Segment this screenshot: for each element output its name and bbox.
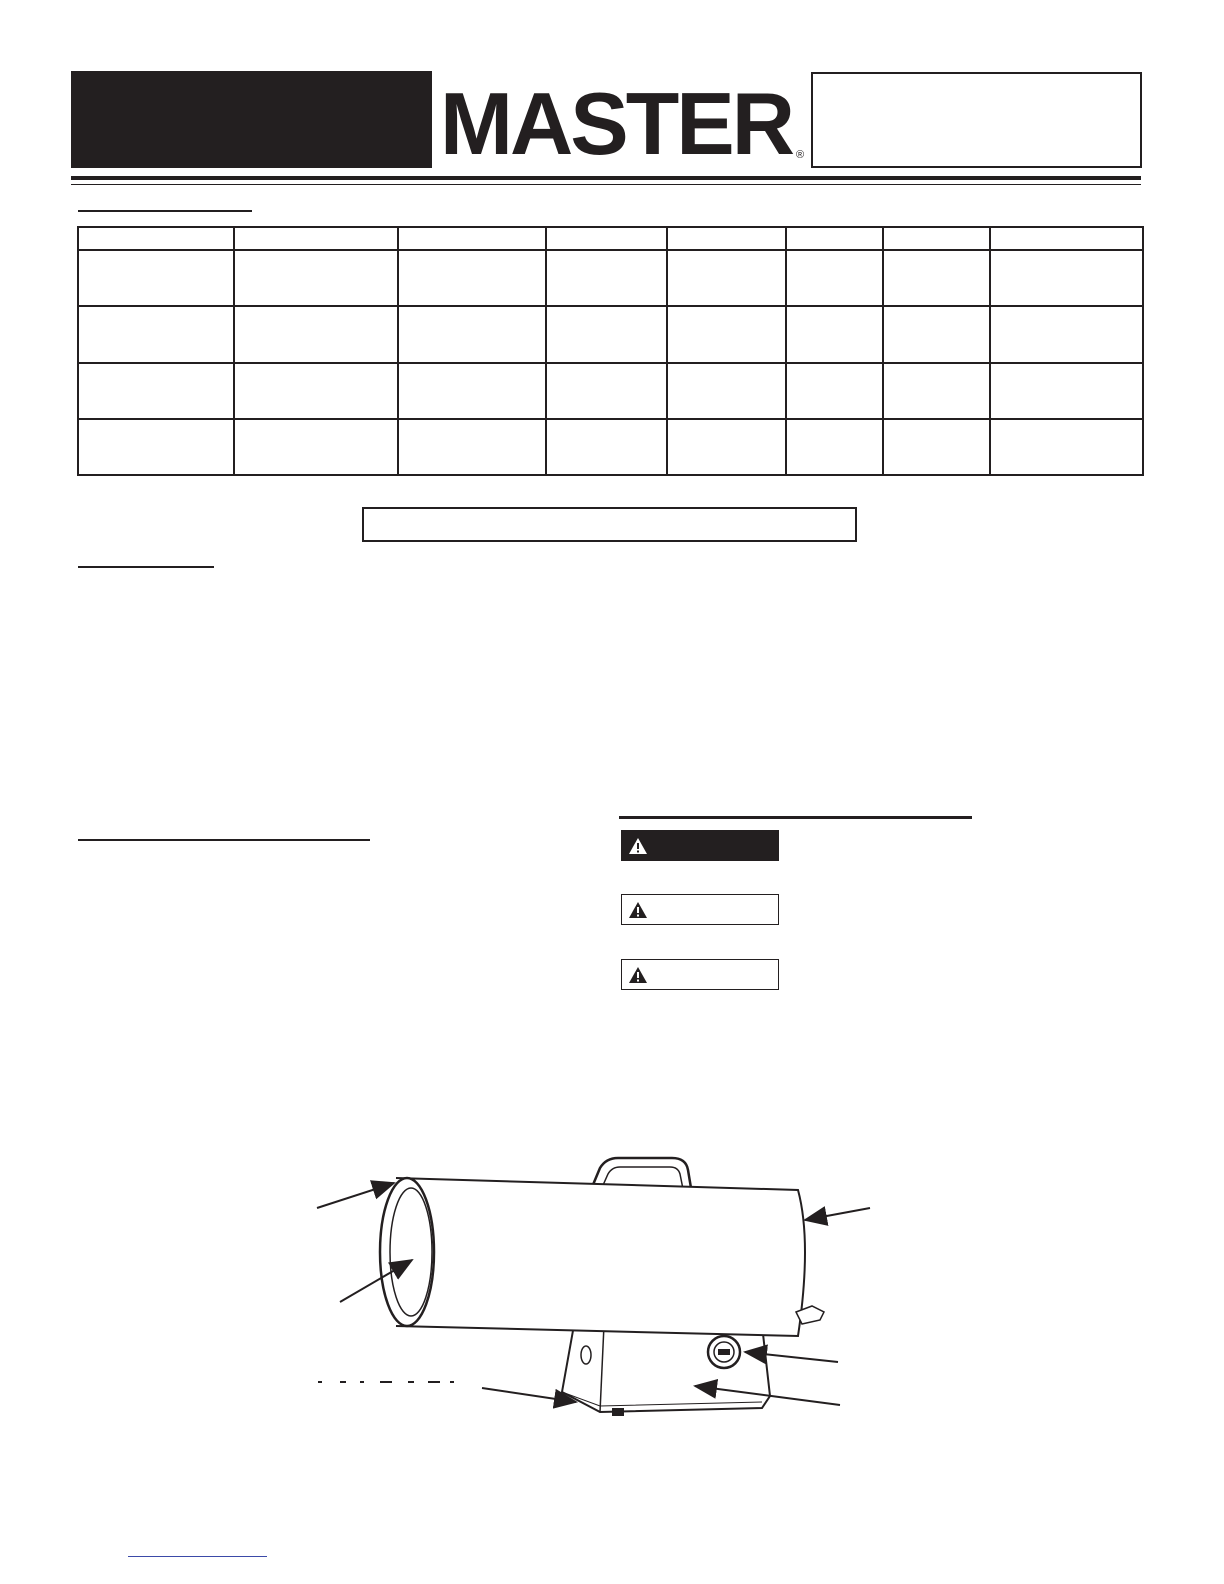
table-cell xyxy=(78,250,234,306)
table-cell xyxy=(883,419,990,475)
header-rule-thick xyxy=(71,176,1141,180)
table-cell xyxy=(234,227,398,250)
table-cell xyxy=(786,227,883,250)
table-cell xyxy=(667,306,786,363)
brand-text: MASTER xyxy=(440,84,794,164)
table-cell xyxy=(398,306,546,363)
specifications-heading-underline xyxy=(78,210,252,212)
table-row xyxy=(78,363,1143,419)
table-cell xyxy=(78,419,234,475)
table-cell xyxy=(234,250,398,306)
danger-signal-box xyxy=(621,830,779,861)
table-cell xyxy=(78,363,234,419)
table-cell xyxy=(667,363,786,419)
table-cell xyxy=(546,306,667,363)
table-cell xyxy=(234,306,398,363)
safety-heading-underline xyxy=(78,839,370,841)
footer-link-underline[interactable] xyxy=(128,1556,267,1557)
table-cell xyxy=(990,419,1143,475)
height-control-knob xyxy=(581,1346,591,1364)
warning-triangle-icon xyxy=(628,966,648,984)
table-cell xyxy=(398,419,546,475)
table-cell xyxy=(990,250,1143,306)
heater-base xyxy=(562,1325,770,1412)
table-cell xyxy=(883,227,990,250)
table-cell xyxy=(667,250,786,306)
table-cell xyxy=(234,419,398,475)
table-row xyxy=(78,250,1143,306)
table-cell xyxy=(786,419,883,475)
table-cell xyxy=(398,227,546,250)
table-cell xyxy=(883,363,990,419)
table-header-row xyxy=(78,227,1143,250)
table-cell xyxy=(78,227,234,250)
signal-words-heading-underline xyxy=(619,816,972,819)
table-cell xyxy=(786,363,883,419)
table-row xyxy=(78,419,1143,475)
warning-triangle-icon xyxy=(628,837,648,855)
warning-triangle-icon xyxy=(628,901,648,919)
specifications-table xyxy=(77,226,1144,476)
table-cell xyxy=(786,250,883,306)
warning-signal-box xyxy=(621,894,779,925)
callout-arrow xyxy=(805,1208,870,1220)
table-note-box xyxy=(362,507,857,542)
registered-mark: ® xyxy=(796,149,805,161)
table-cell xyxy=(667,227,786,250)
table-cell xyxy=(546,363,667,419)
table-cell xyxy=(546,250,667,306)
table-cell xyxy=(990,306,1143,363)
table-cell xyxy=(398,363,546,419)
table-cell xyxy=(398,250,546,306)
table-cell xyxy=(990,227,1143,250)
introduction-heading-underline xyxy=(78,566,214,568)
header-rule-thin xyxy=(71,184,1141,185)
master-logo xyxy=(440,84,812,164)
table-cell xyxy=(234,363,398,419)
heater-body xyxy=(396,1178,805,1336)
table-cell xyxy=(990,363,1143,419)
table-cell xyxy=(883,306,990,363)
model-number-box xyxy=(811,72,1142,168)
table-cell xyxy=(786,306,883,363)
table-cell xyxy=(883,250,990,306)
callout-arrow xyxy=(317,1183,394,1208)
heater-illustration xyxy=(300,1150,890,1440)
table-cell xyxy=(546,419,667,475)
table-row xyxy=(78,306,1143,363)
table-cell xyxy=(667,419,786,475)
table-cell xyxy=(546,227,667,250)
table-cell xyxy=(78,306,234,363)
caution-signal-box xyxy=(621,959,779,990)
header-black-block xyxy=(71,71,432,168)
